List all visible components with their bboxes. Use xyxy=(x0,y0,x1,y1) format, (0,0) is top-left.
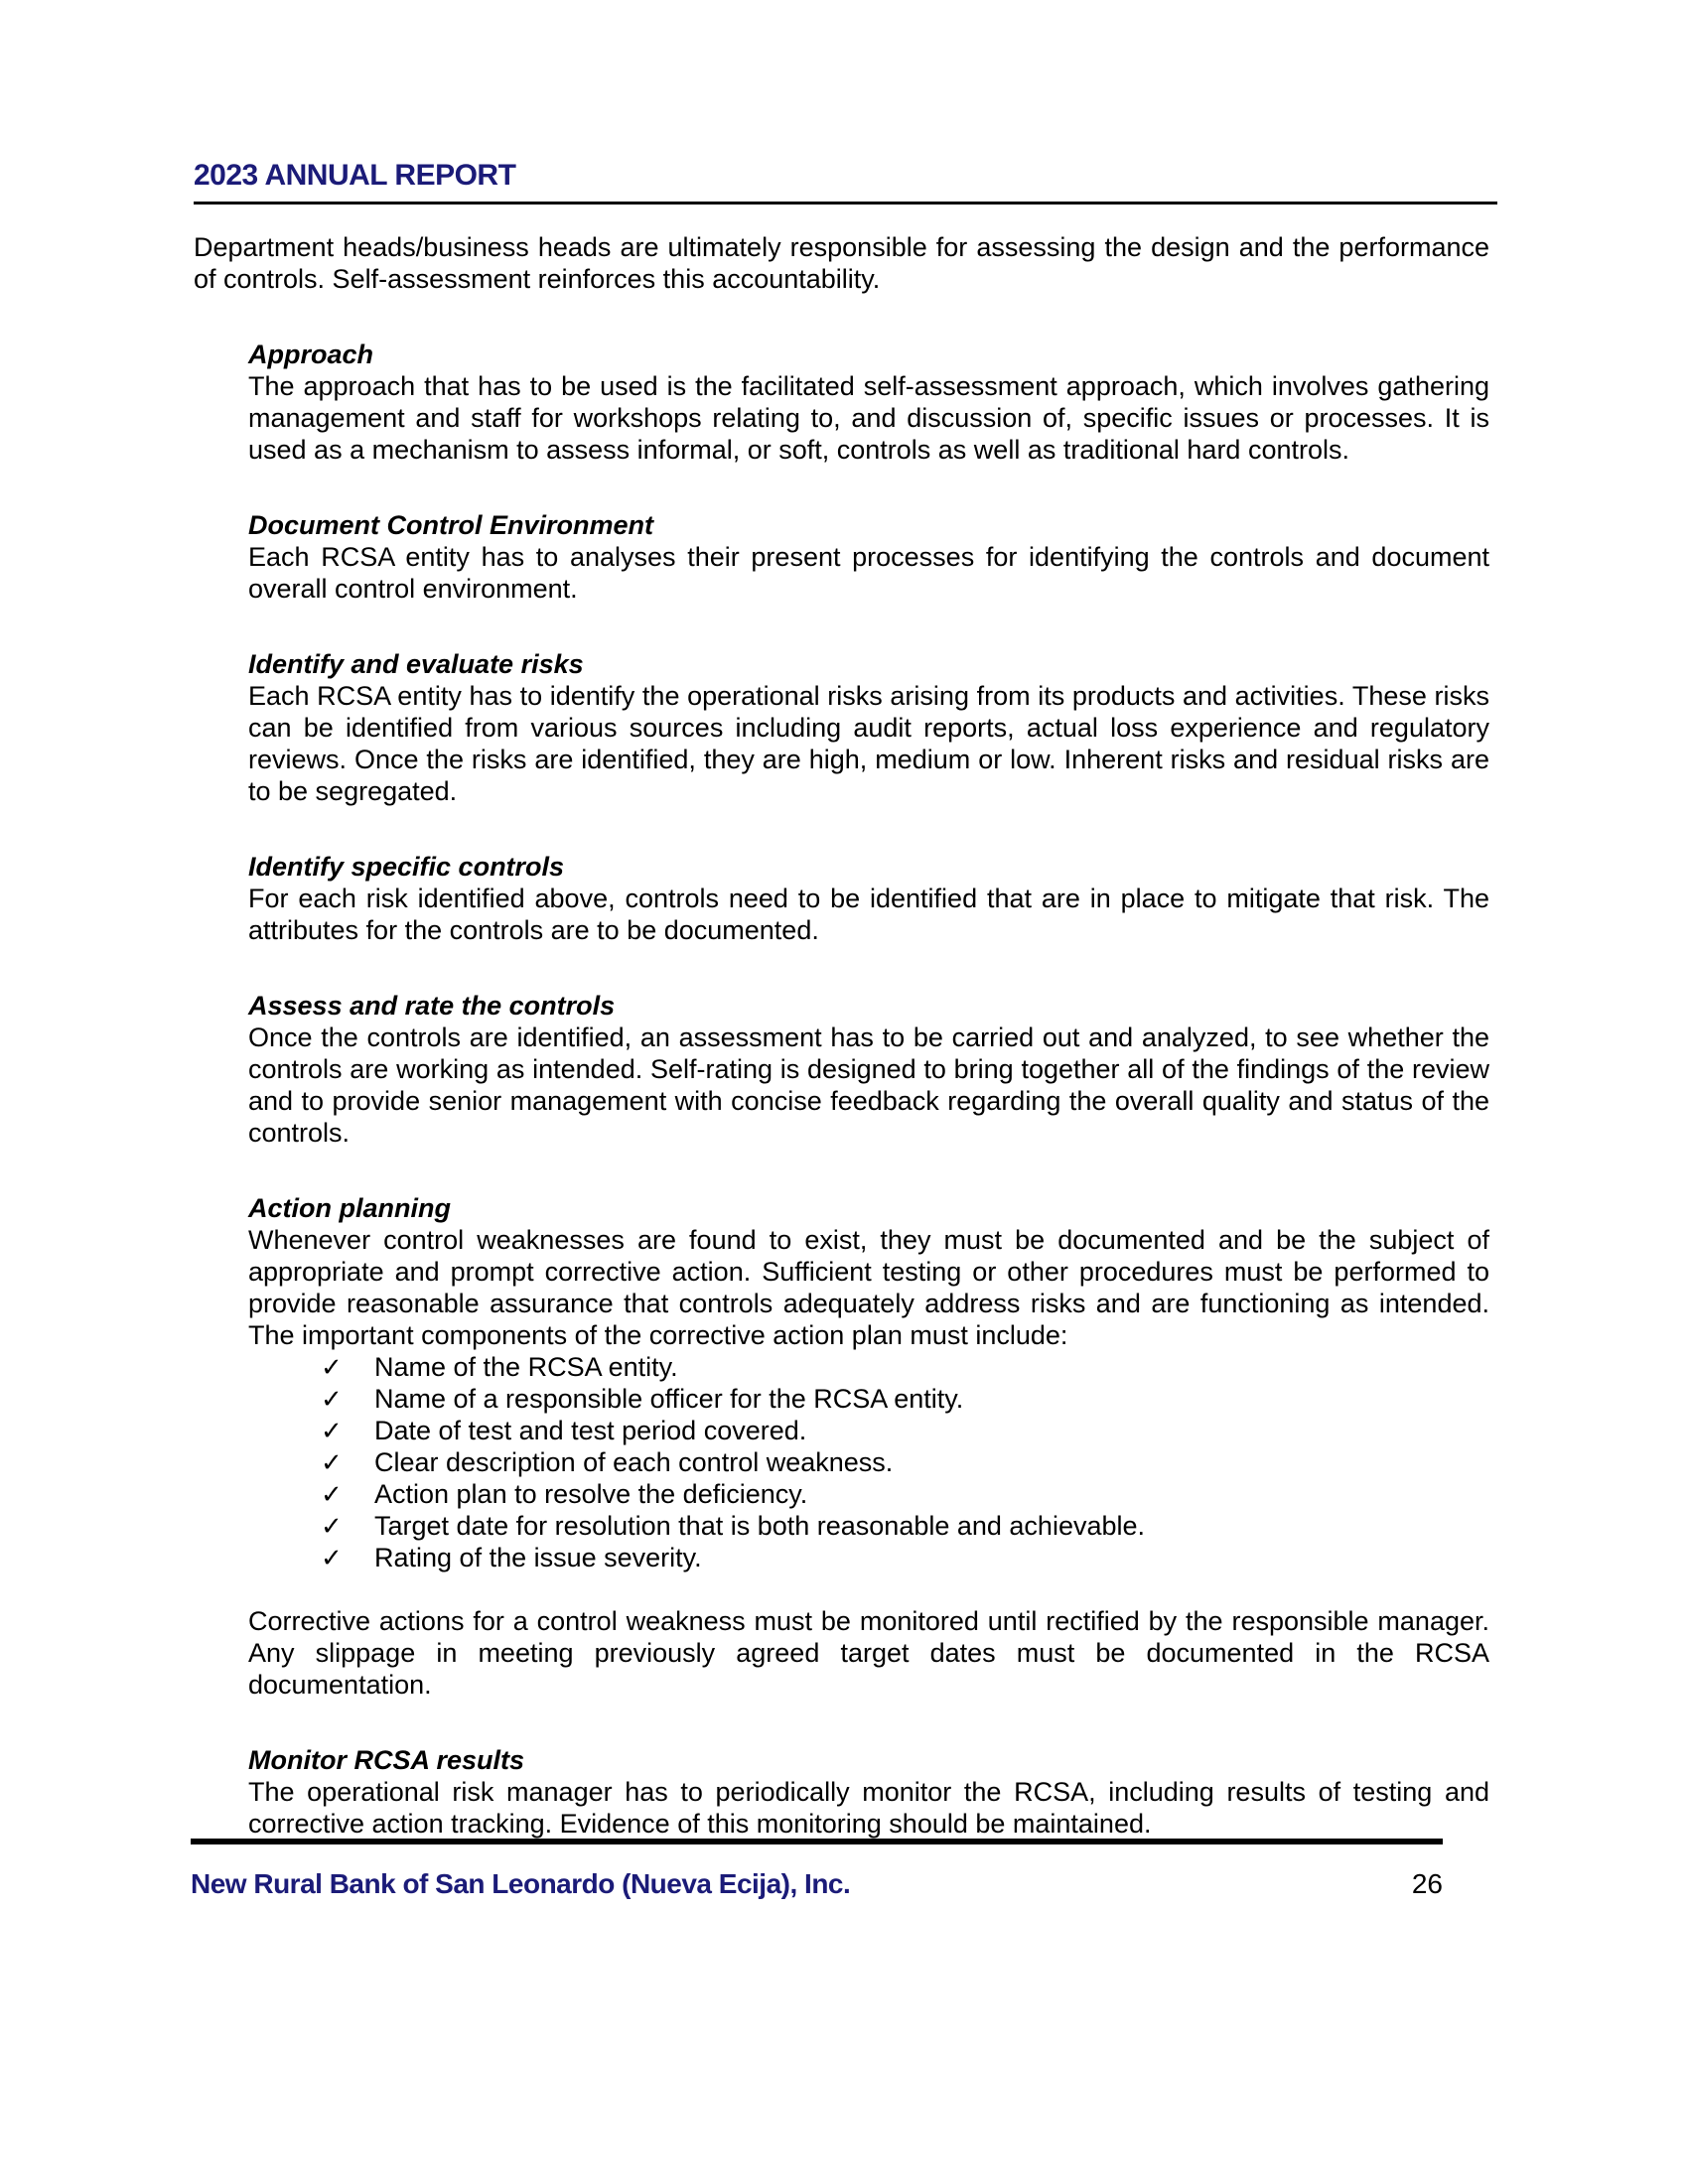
section-identify-specific-controls xyxy=(248,851,1489,946)
section-paragraph: The operational risk manager has to periodically monitor the RCSA, including results of testing and corrective action tracking. Evidence of this monitoring should be maintained. xyxy=(248,1777,1489,1839)
checklist-item xyxy=(248,1351,1489,1383)
checklist-item xyxy=(248,1383,1489,1415)
checkmark-icon: ✓ xyxy=(321,1352,343,1382)
section-identify-and-evaluate-risks xyxy=(248,648,1489,807)
checkmark-icon: ✓ xyxy=(321,1511,343,1541)
footer-row xyxy=(191,1868,1443,1900)
header-divider xyxy=(194,202,1497,205)
section-assess-and-rate-the-controls xyxy=(248,990,1489,1149)
footer-divider xyxy=(191,1839,1443,1844)
checklist-item-label: Rating of the issue severity. xyxy=(374,1543,702,1572)
checkmark-icon: ✓ xyxy=(321,1543,343,1572)
section-paragraph: Once the controls are identified, an assessment has to be carried out and analyzed, to see whether the controls are working as intended. Self-rating is designed to bring together all of the findings of the review and to provide senior management with concise feedback regarding the overall quality and status of the controls. xyxy=(248,1023,1489,1148)
checklist-item xyxy=(248,1415,1489,1446)
section-heading: Identify and evaluate risks xyxy=(248,649,584,679)
section-heading: Monitor RCSA results xyxy=(248,1745,525,1775)
footer-page-number: 26 xyxy=(1411,1868,1443,1899)
checklist-item xyxy=(248,1510,1489,1542)
checklist-item-label: Action plan to resolve the deficiency. xyxy=(374,1479,808,1509)
page-footer xyxy=(191,1839,1443,1900)
intro-paragraph: Department heads/business heads are ultimately responsible for assessing the design and the performance of controls. Self-assessment reinforces this accountability. xyxy=(194,232,1489,294)
section-paragraph: The approach that has to be used is the facilitated self-assessment approach, which involves gathering management and staff for workshops relating to, and discussion of, specific issues or processes. It is used as a mechanism to assess informal, or soft, controls as well as traditional hard controls. xyxy=(248,371,1489,465)
checkmark-icon: ✓ xyxy=(321,1447,343,1477)
section-paragraph: Each RCSA entity has to identify the operational risks arising from its products and activities. These risks can be identified from various sources including audit reports, actual loss experience and regulatory reviews. Once the risks are identified, they are high, medium or low. Inherent risks and residual risks are to be segregated. xyxy=(248,681,1489,806)
checkmark-icon: ✓ xyxy=(321,1479,343,1509)
checklist-item-label: Name of the RCSA entity. xyxy=(374,1352,678,1382)
checkmark-icon: ✓ xyxy=(321,1416,343,1445)
page-content xyxy=(194,159,1489,1840)
section-heading: Assess and rate the controls xyxy=(248,991,616,1021)
checklist-item-label: Clear description of each control weakness. xyxy=(374,1447,894,1477)
section-document-control-environment xyxy=(248,509,1489,605)
section-monitor-rcsa-results xyxy=(248,1744,1489,1840)
footer-bank-name: New Rural Bank of San Leonardo (Nueva Ecija), Inc. xyxy=(191,1868,851,1899)
checklist-item-label: Target date for resolution that is both reasonable and achievable. xyxy=(374,1511,1146,1541)
section-paragraph: Whenever control weaknesses are found to exist, they must be documented and be the subject of appropriate and prompt corrective action. Sufficient testing or other procedures must be performed to provide reasonable assurance that controls adequately address risks and are functioning as intended. The important components of the corrective action plan must include: xyxy=(248,1225,1489,1350)
section-paragraph: For each risk identified above, controls need to be identified that are in place to mitigate that risk. The attributes for the controls are to be documented. xyxy=(248,884,1489,945)
section-heading: Document Control Environment xyxy=(248,510,654,540)
section-heading: Action planning xyxy=(248,1193,451,1223)
checklist-item xyxy=(248,1446,1489,1478)
checklist-item-label: Date of test and test period covered. xyxy=(374,1416,807,1445)
section-heading: Approach xyxy=(248,340,374,369)
checklist-item-label: Name of a responsible officer for the RCSA entity. xyxy=(374,1384,964,1414)
section-closing-paragraph: Corrective actions for a control weakness must be monitored until rectified by the responsible manager. Any slippage in meeting previously agreed target dates must be documented in the RCSA documentation. xyxy=(248,1606,1489,1700)
section-paragraph: Each RCSA entity has to analyses their present processes for identifying the controls and document overall control environment. xyxy=(248,542,1489,604)
section-approach xyxy=(248,339,1489,466)
corrective-action-checklist xyxy=(248,1351,1489,1573)
section-action-planning xyxy=(248,1192,1489,1701)
section-heading: Identify specific controls xyxy=(248,852,565,882)
checkmark-icon: ✓ xyxy=(321,1384,343,1414)
page-title: 2023 ANNUAL REPORT xyxy=(194,159,516,192)
checklist-item xyxy=(248,1478,1489,1510)
checklist-item xyxy=(248,1542,1489,1573)
